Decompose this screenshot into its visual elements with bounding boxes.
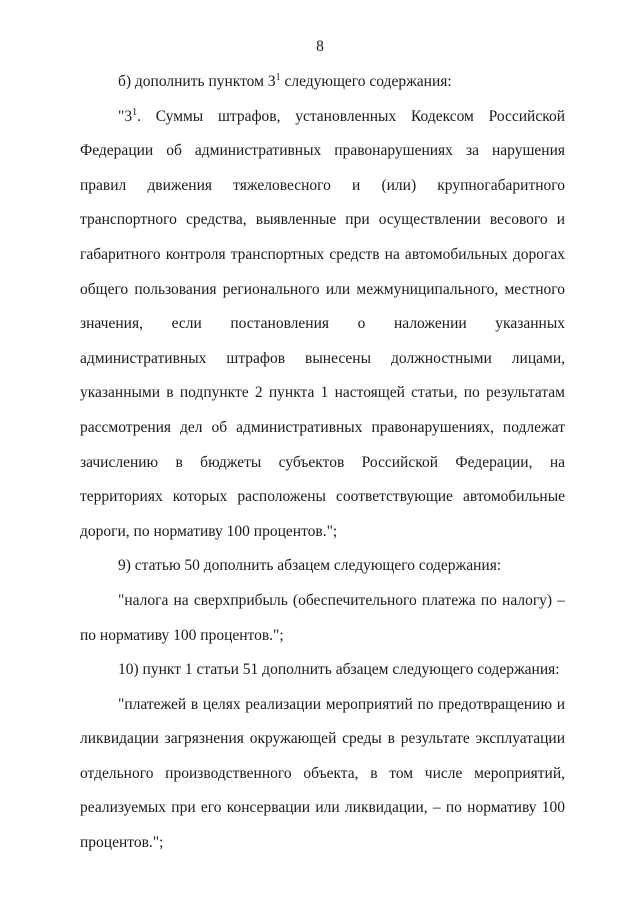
paragraph-item-9: 9) статью 50 дополнить абзацем следующего содержания: [118, 557, 502, 575]
paragraph-point-3-1-text [80, 100, 565, 550]
paragraph-text: "3 [118, 107, 133, 125]
superscript: 1 [132, 106, 138, 118]
superscript: 1 [275, 72, 281, 83]
paragraph-text: следующего содержания: [280, 73, 452, 90]
paragraph-item-10-text: "платежей в целях реализации мероприятий по предотвращению и ликвидации загрязнения окружающей среды в результате эксплуатации отдельного производственного объекта, в том числе мероприятий, реализуемых при его консервации или ликвидации, – по нормативу 100 процентов."; [80, 695, 565, 852]
paragraph-item-10: 10) пункт 1 статьи 51 дополнить абзацем следующего содержания: [118, 661, 560, 679]
paragraph-text: . Суммы штрафов, установленных Кодексом Российской Федерации об административных правонарушениях за нарушения правил движения тяжеловесного и (или) крупногабаритного транспортного средства, выявленные при осуществлении весового и габаритного контроля транспортных средств на автомобильных дорогах общего пользования регионального или межмуниципального, местного значения, если постановления о наложении указанных административных штрафов вынесены должностными лицами, указанными в подпункте 2 пункта 1 настоящей статьи, по результатам рассмотрения дел об административных правонарушениях, подлежат зачислению в бюджеты субъектов Российской Федерации, на территориях которых расположены соответствующие автомобильные дороги, по нормативу 100 процентов."; [80, 107, 565, 540]
paragraph-add-point-3-1 [80, 65, 565, 100]
paragraph-item-9-text: "налога на сверхприбыль (обеспечительного платежа по налогу) – по нормативу 100 процентов."; [80, 591, 565, 644]
paragraph-text: б) дополнить пунктом 3 [118, 73, 276, 90]
page-number: 8 [316, 38, 324, 55]
document-body [80, 65, 565, 861]
